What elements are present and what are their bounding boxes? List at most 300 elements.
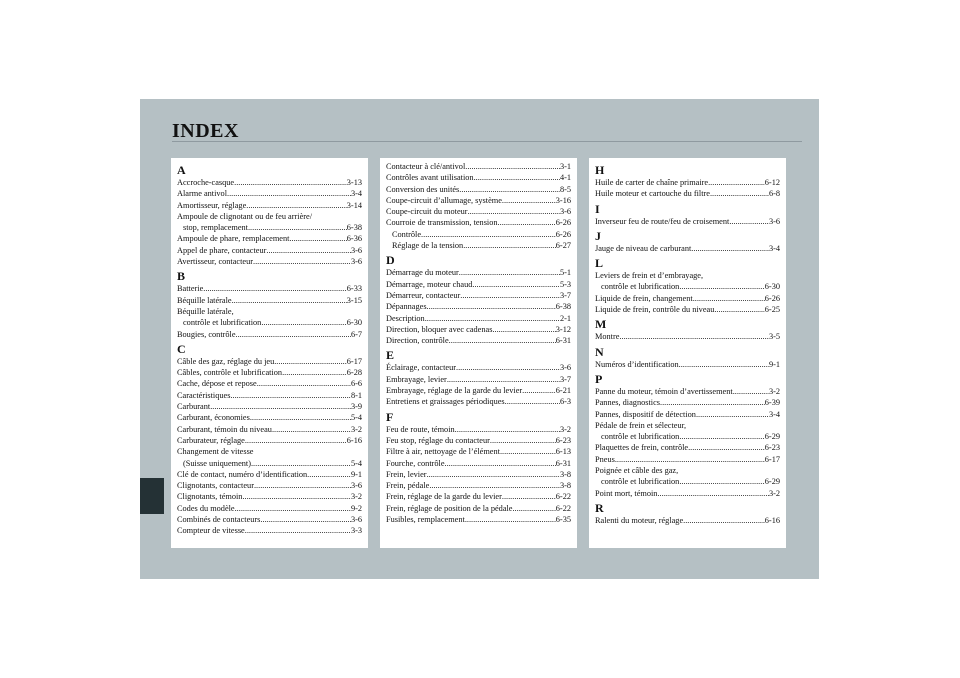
index-entry-page: 3-7	[559, 290, 571, 300]
index-entry-page: 3-9	[350, 402, 362, 412]
index-entry	[386, 503, 571, 514]
dot-leader	[242, 491, 350, 502]
index-entry	[386, 491, 571, 502]
index-entry-page: 3-1	[559, 162, 571, 171]
index-entry-term: Huile de carter de chaîne primaire	[595, 178, 709, 187]
index-entry-term: Filtre à air, nettoyage de l’élément	[386, 447, 500, 457]
index-entry-page: 6-27	[555, 241, 571, 251]
index-entry-page: 3-5	[768, 332, 780, 342]
index-entry-page: 3-6	[559, 363, 571, 373]
index-entry-page: 3-8	[559, 481, 571, 491]
index-entry	[386, 229, 571, 240]
index-entry-page: 6-26	[555, 218, 571, 228]
index-entry	[595, 397, 780, 408]
index-entry-page: 3-15	[346, 295, 362, 305]
index-entry-term: Carburant, témoin du niveau	[177, 424, 272, 434]
index-entry-term: Dépannages	[386, 302, 427, 312]
index-entry-page: 3-13	[346, 178, 362, 187]
index-entry-page: 6-22	[555, 492, 571, 502]
index-entry-page: 6-23	[764, 443, 780, 453]
index-entry-page: 3-16	[555, 195, 571, 205]
index-entry-page: 3-6	[350, 515, 362, 525]
index-entry	[177, 317, 362, 328]
index-entry	[177, 222, 362, 233]
index-entry-page: 3-2	[768, 386, 780, 396]
index-entry-term: Appel de phare, contacteur	[177, 245, 267, 255]
index-entry	[177, 177, 362, 188]
index-entry	[595, 515, 780, 526]
index-entry-term: Entretiens et graissages périodiques	[386, 397, 505, 407]
index-entry-page: 6-38	[346, 223, 362, 233]
dot-leader	[421, 229, 556, 240]
index-entry-term: Batterie	[177, 284, 204, 294]
index-entry-page: 6-31	[555, 336, 571, 346]
index-entry-page: 5-4	[350, 458, 362, 468]
index-entry-term: Feu de route, témoin	[386, 424, 455, 434]
index-entry-page: 6-36	[346, 234, 362, 244]
dot-leader	[615, 454, 765, 465]
index-entry	[386, 161, 571, 172]
index-entry-term: Huile moteur et cartouche du filtre	[595, 189, 710, 199]
index-letter-heading: C	[177, 341, 186, 356]
dot-leader	[679, 359, 769, 370]
dot-leader	[474, 172, 560, 183]
index-entry	[177, 435, 362, 446]
index-entry-page: 9-1	[350, 469, 362, 479]
dot-leader	[472, 279, 560, 290]
dot-leader	[427, 469, 560, 480]
index-entry-page: 9-1	[768, 359, 780, 369]
index-entry	[595, 488, 780, 499]
dot-leader	[236, 329, 351, 340]
index-entry	[595, 281, 780, 292]
index-entry	[177, 469, 362, 480]
dot-leader	[210, 401, 351, 412]
index-entry-page: 3-6	[350, 481, 362, 491]
dot-leader	[246, 200, 347, 211]
index-entry-term: Carburant, économies	[177, 413, 250, 423]
index-letter-heading: A	[177, 163, 186, 177]
index-entry-page: 6-17	[764, 454, 780, 464]
index-entry-term: Pannes, dispositif de détection	[595, 409, 696, 419]
index-entry-term: Inverseur feu de route/feu de croisement	[595, 216, 730, 226]
dot-leader	[502, 491, 556, 502]
index-entry-page: 6-3	[559, 397, 571, 407]
dot-leader	[425, 313, 560, 324]
index-entry-term: Contrôles avant utilisation	[386, 173, 474, 183]
index-entry-term: contrôle et lubrification	[601, 477, 680, 487]
dot-leader	[445, 458, 556, 469]
index-entry-page: 6-17	[346, 356, 362, 366]
index-entry-page: 6-26	[764, 293, 780, 303]
dot-leader	[683, 515, 765, 526]
dot-leader	[234, 177, 347, 188]
dot-leader	[289, 233, 346, 244]
index-entry	[595, 409, 780, 420]
index-entry	[595, 304, 780, 315]
index-entry-page: 3-7	[559, 374, 571, 384]
index-entry-term: Fusibles, remplacement	[386, 515, 465, 525]
dot-leader	[251, 458, 351, 469]
index-entry	[595, 431, 780, 442]
index-entry-term: Clé de contact, numéro d’identification	[177, 469, 308, 479]
index-entry-term: contrôle et lubrification	[601, 432, 680, 442]
index-entry-page: 3-4	[768, 409, 780, 419]
index-letter-heading: I	[595, 201, 600, 216]
index-entry-term: Pneus	[595, 454, 615, 464]
index-column-1	[171, 158, 368, 548]
index-entry	[595, 331, 780, 342]
dot-leader	[463, 240, 556, 251]
index-entry	[386, 374, 571, 385]
index-entry-page: 3-8	[559, 469, 571, 479]
index-entry	[177, 367, 362, 378]
index-letter-heading: P	[595, 371, 603, 386]
index-entry-page: 3-6	[350, 245, 362, 255]
index-entry	[177, 295, 362, 306]
index-letter-heading: D	[386, 253, 395, 268]
dot-leader	[657, 488, 768, 499]
dot-leader	[714, 304, 764, 315]
dot-leader	[696, 409, 769, 420]
index-entry	[177, 188, 362, 199]
index-entry-term: contrôle et lubrification	[183, 318, 262, 328]
index-entry-term: Feu stop, réglage du contacteur	[386, 435, 490, 445]
index-entry-term: Direction, contrôle	[386, 336, 449, 346]
index-entry-continued: Ampoule de clignotant ou de feu arrière/	[177, 211, 313, 221]
index-entry	[595, 216, 780, 227]
index-entry-continued: Pédale de frein et sélecteur,	[595, 420, 687, 430]
index-entry	[595, 476, 780, 487]
index-entry	[386, 279, 571, 290]
dot-leader	[248, 222, 347, 233]
index-entry-page: 6-21	[555, 386, 571, 396]
index-entry	[177, 356, 362, 367]
index-entry	[177, 424, 362, 435]
index-entry-term: Conversion des unités	[386, 184, 460, 194]
dot-leader	[232, 295, 347, 306]
index-entry	[386, 424, 571, 435]
dot-leader	[693, 293, 765, 304]
index-entry-page: 3-3	[350, 526, 362, 536]
dot-leader	[490, 435, 556, 446]
index-column-3	[589, 158, 786, 548]
index-entry	[386, 446, 571, 457]
index-entry-term: Béquille latérale	[177, 295, 232, 305]
index-entry	[386, 469, 571, 480]
index-entry-term: (Suisse uniquement)	[183, 458, 251, 468]
index-entry	[386, 514, 571, 525]
index-entry	[386, 301, 571, 312]
index-entry-term: Ralenti du moteur, réglage	[595, 515, 684, 525]
dot-leader	[679, 476, 764, 487]
index-entry-term: Bougies, contrôle	[177, 329, 236, 339]
index-entry-term: Contacteur à clé/antivol	[386, 162, 466, 171]
index-entry-term: Cache, dépose et repose	[177, 379, 257, 389]
index-entry-term: Embrayage, réglage de la garde du levier	[386, 386, 523, 396]
index-entry	[177, 329, 362, 340]
dot-leader	[459, 184, 560, 195]
index-entry-term: Démarreur, contacteur	[386, 290, 461, 300]
index-entry	[595, 293, 780, 304]
index-entry-term: Ampoule de phare, remplacement	[177, 234, 290, 244]
index-entry-page: 6-26	[555, 229, 571, 239]
index-entry-page: 3-2	[350, 492, 362, 502]
dot-leader	[688, 442, 765, 453]
index-entry-continued: Béquille latérale,	[177, 306, 234, 316]
index-entry	[386, 313, 571, 324]
index-entry	[595, 243, 780, 254]
dot-leader	[498, 217, 556, 228]
index-entry	[386, 240, 571, 251]
index-entry-term: Carburateur, réglage	[177, 435, 245, 445]
index-entry-continued: Changement de vitesse	[177, 447, 254, 457]
dot-leader	[512, 503, 555, 514]
index-entry	[595, 359, 780, 370]
dot-leader	[492, 324, 555, 335]
index-entry-term: Réglage de la tension	[392, 241, 464, 251]
index-entry-page: 4-1	[559, 173, 571, 183]
index-entry	[177, 503, 362, 514]
index-entry-page: 3-6	[768, 216, 780, 226]
index-entry	[177, 200, 362, 211]
index-entry-term: Panne du moteur, témoin d’avertissement	[595, 386, 733, 396]
index-entry-term: Démarrage, moteur chaud	[386, 279, 473, 289]
index-entry-page: 6-30	[764, 282, 780, 292]
index-entry	[177, 491, 362, 502]
index-entry-page: 6-23	[555, 435, 571, 445]
index-entry	[386, 267, 571, 278]
dot-leader	[274, 356, 347, 367]
index-entry-term: contrôle et lubrification	[601, 282, 680, 292]
index-entry-page: 6-28	[346, 368, 362, 378]
index-entry	[177, 480, 362, 491]
index-entry-term: Pannes, diagnostics	[595, 398, 660, 408]
dot-leader	[266, 245, 351, 256]
dot-leader	[468, 206, 560, 217]
index-entry	[177, 412, 362, 423]
index-entry	[177, 514, 362, 525]
index-entry	[386, 184, 571, 195]
dot-leader	[429, 480, 560, 491]
index-entry-page: 6-13	[555, 447, 571, 457]
dot-leader	[619, 331, 769, 342]
index-entry-term: Frein, réglage de position de la pédale	[386, 503, 513, 513]
dot-leader	[227, 188, 351, 199]
index-entry-term: Codes du modèle	[177, 503, 235, 513]
index-entry-term: Point mort, témoin	[595, 488, 658, 498]
index-entry	[386, 396, 571, 407]
index-entry-page: 3-6	[350, 257, 362, 267]
index-entry	[177, 525, 362, 536]
index-entry-page: 6-16	[346, 435, 362, 445]
index-entry	[386, 480, 571, 491]
index-entry-term: Frein, pédale	[386, 481, 430, 491]
dot-leader	[522, 385, 556, 396]
index-entry	[386, 362, 571, 373]
dot-leader	[282, 367, 347, 378]
index-letter-heading: E	[386, 348, 395, 363]
index-letter-heading: H	[595, 163, 605, 177]
index-entry-term: Montre	[595, 332, 620, 342]
index-entry-page: 5-1	[559, 268, 571, 278]
index-entry	[177, 233, 362, 244]
index-entry	[177, 378, 362, 389]
index-entry-page: 6-12	[764, 178, 780, 187]
dot-leader	[253, 256, 351, 267]
index-entry-term: Caractéristiques	[177, 390, 231, 400]
dot-leader	[203, 283, 347, 294]
index-letter-heading: L	[595, 256, 604, 271]
index-entry-page: 6-25	[764, 305, 780, 315]
dot-leader	[447, 374, 560, 385]
index-entry-page: 5-3	[559, 279, 571, 289]
index-entry-page: 3-2	[768, 488, 780, 498]
dot-leader	[505, 396, 560, 407]
dot-leader	[502, 195, 556, 206]
index-entry-page: 6-6	[350, 379, 362, 389]
index-entry-page: 3-6	[559, 207, 571, 217]
index-entry-term: Avertisseur, contacteur	[177, 257, 253, 267]
index-entry-continued: Poignée et câble des gaz,	[595, 466, 679, 476]
dot-leader	[729, 216, 769, 227]
index-entry-term: Amortisseur, réglage	[177, 200, 247, 210]
section-tab	[140, 478, 164, 514]
index-entry	[177, 401, 362, 412]
index-entry-term: Compteur de vitesse	[177, 526, 245, 536]
index-entry-term: Câbles, contrôle et lubrification	[177, 368, 283, 378]
dot-leader	[460, 290, 560, 301]
index-entry	[595, 386, 780, 397]
index-entry	[177, 283, 362, 294]
index-entry-term: Frein, levier	[386, 469, 427, 479]
title-rule	[172, 141, 802, 142]
index-entry-term: Démarrage du moteur	[386, 268, 459, 278]
dot-leader	[235, 503, 351, 514]
dot-leader	[245, 525, 351, 536]
page-title: INDEX	[172, 120, 239, 142]
index-entry-term: Fourche, contrôle	[386, 458, 445, 468]
index-letter-heading: N	[595, 344, 604, 359]
dot-leader	[465, 161, 560, 172]
index-letter-heading: F	[386, 409, 394, 424]
index-entry-page: 6-35	[555, 515, 571, 525]
index-entry-term: Combinés de contacteurs	[177, 515, 261, 525]
index-entry	[177, 390, 362, 401]
index-entry-page: 6-29	[764, 432, 780, 442]
index-entry-term: Alarme antivol	[177, 189, 227, 199]
index-entry-page: 3-14	[346, 200, 362, 210]
index-entry-term: Numéros d’identification	[595, 359, 679, 369]
index-entry	[386, 290, 571, 301]
dot-leader	[660, 397, 765, 408]
index-entry	[386, 435, 571, 446]
index-entry-term: Plaquettes de frein, contrôle	[595, 443, 689, 453]
dot-leader	[250, 412, 351, 423]
index-entry-term: Description	[386, 313, 425, 323]
index-entry-term: Embrayage, levier	[386, 374, 447, 384]
index-entry-term: Câble des gaz, réglage du jeu	[177, 356, 275, 366]
index-entry-page: 6-7	[350, 329, 362, 339]
index-entry-page: 6-16	[764, 515, 780, 525]
index-entry-term: Contrôle	[392, 229, 422, 239]
dot-leader	[708, 177, 765, 188]
index-entry	[386, 195, 571, 206]
index-entry-page: 3-2	[559, 424, 571, 434]
dot-leader	[459, 267, 560, 278]
index-letter-heading: M	[595, 317, 607, 332]
index-letter-heading: J	[595, 228, 601, 243]
index-entry-page: 5-4	[350, 413, 362, 423]
index-entry-continued: Leviers de frein et d’embrayage,	[595, 271, 704, 281]
index-entry	[386, 217, 571, 228]
index-entry-term: Coupe-circuit d’allumage, système	[386, 195, 502, 205]
index-entry	[177, 245, 362, 256]
index-entry-page: 3-4	[768, 243, 780, 253]
index-entry-page: 8-5	[559, 184, 571, 194]
index-entry-page: 6-22	[555, 503, 571, 513]
dot-leader	[465, 514, 556, 525]
index-entry-term: Jauge de niveau de carburant	[595, 243, 692, 253]
dot-leader	[427, 301, 556, 312]
index-entry-term: Clignotants, contacteur	[177, 481, 254, 491]
index-entry-page: 6-29	[764, 477, 780, 487]
index-entry-term: Carburant	[177, 402, 211, 412]
index-entry-term: Courroie de transmission, tension	[386, 218, 498, 228]
dot-leader	[272, 424, 351, 435]
dot-leader	[733, 386, 769, 397]
index-entry	[595, 177, 780, 188]
index-entry	[386, 324, 571, 335]
dot-leader	[500, 446, 556, 457]
index-entry-page: 6-33	[346, 284, 362, 294]
dot-leader	[307, 469, 351, 480]
index-entry	[595, 454, 780, 465]
dot-leader	[455, 424, 560, 435]
index-entry-page: 6-38	[555, 302, 571, 312]
index-letter-heading: B	[177, 269, 186, 284]
index-entry-term: Direction, bloquer avec cadenas	[386, 324, 493, 334]
dot-leader	[710, 188, 769, 199]
dot-leader	[257, 378, 351, 389]
index-entry-page: 2-1	[559, 313, 571, 323]
index-entry-page: 9-2	[350, 503, 362, 513]
dot-leader	[456, 362, 560, 373]
dot-leader	[254, 480, 351, 491]
index-entry	[386, 385, 571, 396]
dot-leader	[679, 281, 764, 292]
dot-leader	[230, 390, 350, 401]
index-entry-page: 6-30	[346, 318, 362, 328]
index-entry-term: Clignotants, témoin	[177, 492, 243, 502]
index-entry-page: 3-2	[350, 424, 362, 434]
index-entry-term: Liquide de frein, changement	[595, 293, 693, 303]
index-entry-page: 6-31	[555, 458, 571, 468]
dot-leader	[691, 243, 769, 254]
index-column-2	[380, 158, 577, 548]
index-entry-term: Liquide de frein, contrôle du niveau	[595, 305, 715, 315]
dot-leader	[260, 514, 351, 525]
index-entry	[595, 188, 780, 199]
index-entry	[386, 206, 571, 217]
index-letter-heading: R	[595, 500, 604, 515]
index-entry-term: Éclairage, contacteur	[386, 363, 457, 373]
index-entry	[386, 335, 571, 346]
index-entry	[177, 458, 362, 469]
index-entry-page: 3-4	[350, 189, 362, 199]
index-entry-page: 3-12	[555, 324, 571, 334]
index-entry	[386, 458, 571, 469]
